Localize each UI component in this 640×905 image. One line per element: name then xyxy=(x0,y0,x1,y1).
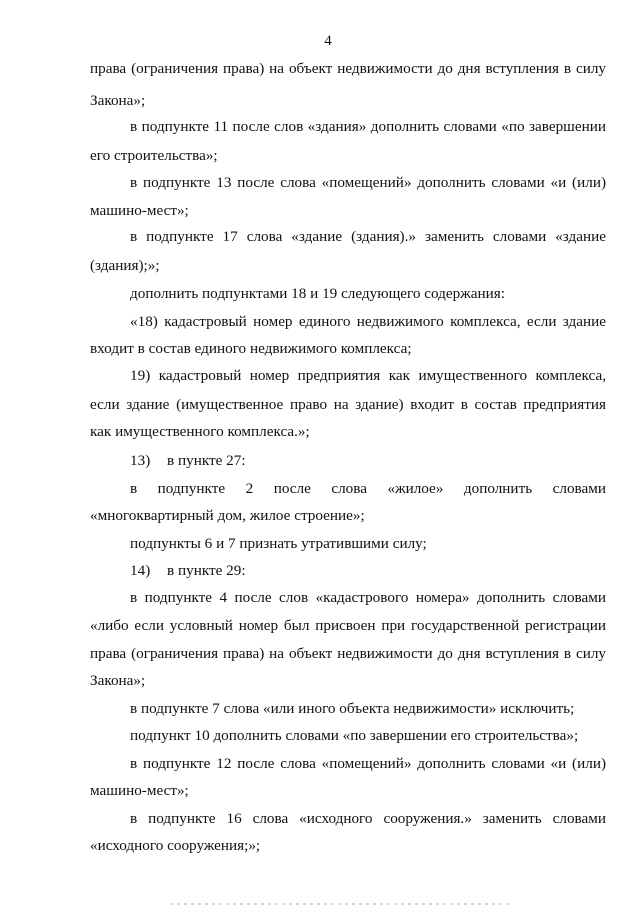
text-line: Закона»; xyxy=(90,92,146,109)
text-line: если здание (имущественное право на здание) входит в состав предприятия xyxy=(90,396,606,413)
text-line: машино-мест»; xyxy=(90,202,189,219)
text-line: его строительства»; xyxy=(90,147,218,164)
page-number: 4 xyxy=(324,33,332,49)
text-line: (здания);»; xyxy=(90,257,160,274)
list-item-number: 14) xyxy=(130,562,151,579)
text-line: Закона»; xyxy=(90,672,146,689)
text-line: права (ограничения права) на объект недвижимости до дня вступления в силу xyxy=(90,60,606,77)
text-line: 19) кадастровый номер предприятия как имущественного комплекса, xyxy=(130,367,606,384)
text-line: «либо если условный номер был присвоен при государственной регистрации xyxy=(90,617,606,634)
text-line: в подпункте 12 после слова «помещений» дополнить словами «и (или) xyxy=(130,755,606,772)
text-line: в подпункте 2 после слова «жилое» дополнить словами xyxy=(130,480,606,497)
text-line: входит в состав единого недвижимого комплекса; xyxy=(90,340,412,357)
list-item-14 xyxy=(130,562,640,580)
text-line: подпункт 10 дополнить словами «по завершении его строительства»; xyxy=(130,727,579,744)
text-line: как имущественного комплекса.»; xyxy=(90,423,310,440)
text-line: «многоквартирный дом, жилое строение»; xyxy=(90,507,365,524)
list-item-text: в пункте 27: xyxy=(167,452,246,469)
text-line: в подпункте 16 слова «исходного сооружения.» заменить словами xyxy=(130,810,606,827)
text-line: в подпункте 4 после слов «кадастрового номера» дополнить словами xyxy=(130,589,606,606)
text-line: «18) кадастровый номер единого недвижимого комплекса, если здание xyxy=(130,313,606,330)
text-line: в подпункте 7 слова «или иного объекта недвижимости» исключить; xyxy=(130,700,575,717)
list-item-number: 13) xyxy=(130,452,151,469)
text-line: «исходного сооружения;»; xyxy=(90,837,261,854)
list-item-13 xyxy=(130,452,640,470)
text-line: в подпункте 17 слова «здание (здания).» заменить словами «здание xyxy=(130,228,606,245)
text-line: машино-мест»; xyxy=(90,782,189,799)
text-line: в подпункте 11 после слов «здания» дополнить словами «по завершении xyxy=(130,118,606,135)
text-line: дополнить подпунктами 18 и 19 следующего содержания: xyxy=(130,285,505,302)
text-line: в подпункте 13 после слова «помещений» дополнить словами «и (или) xyxy=(130,174,606,191)
text-line: права (ограничения права) на объект недвижимости до дня вступления в силу xyxy=(90,645,606,662)
text-line: подпункты 6 и 7 признать утратившими силу; xyxy=(130,535,427,552)
list-item-text: в пункте 29: xyxy=(167,562,246,579)
